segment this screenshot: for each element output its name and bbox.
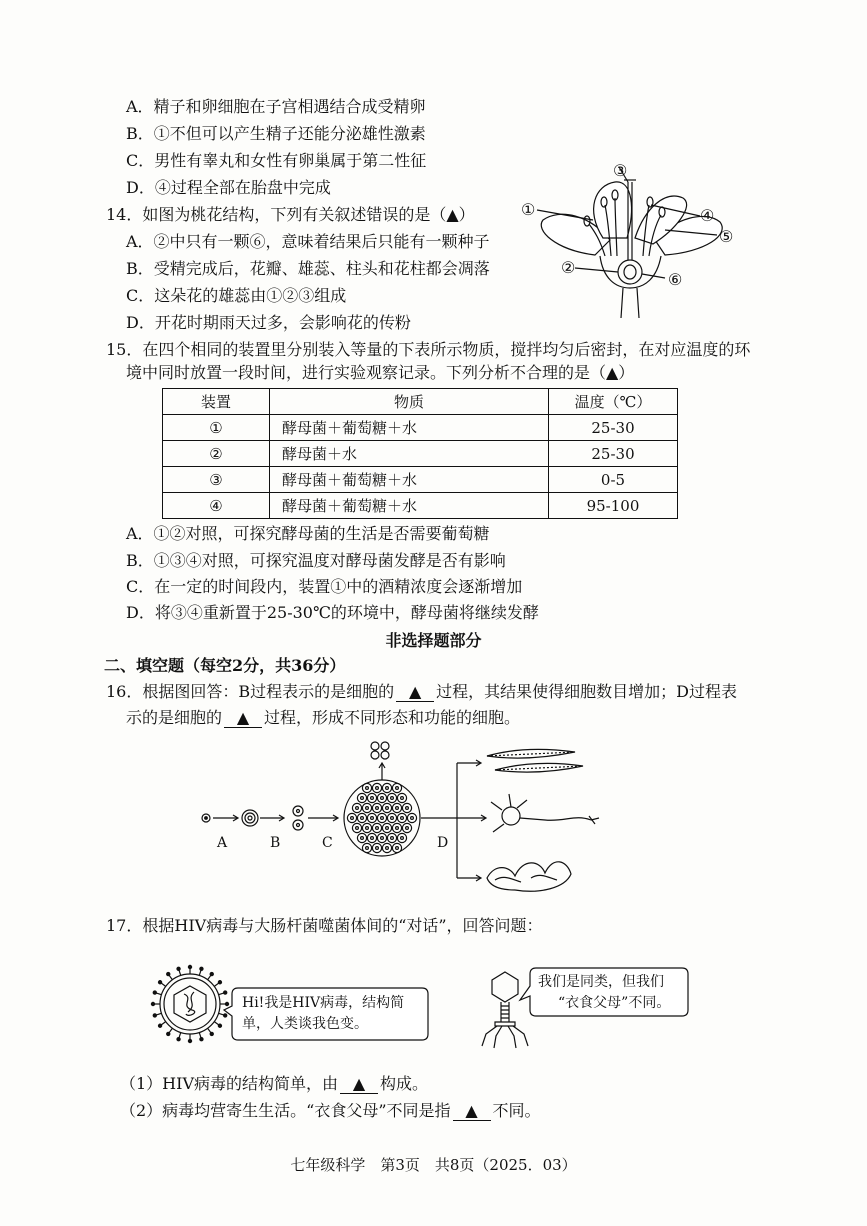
- table-row: [163, 467, 678, 493]
- q16-text: 16．根据图回答：B过程表示的是细胞的: [106, 682, 395, 701]
- q14-option-d: D．开花时期雨天过多，会影响花的传粉: [126, 313, 411, 332]
- q13-option-c: C．男性有睾丸和女性有卵巢属于第二性征: [126, 151, 427, 170]
- q16-text: 过程，形成不同形态和功能的细胞。: [264, 708, 521, 727]
- q17-text: （1）HIV病毒的结构简单，由: [120, 1074, 339, 1093]
- answer-blank[interactable]: ▲: [224, 709, 262, 728]
- q14-stem: 14．如图为桃花结构，下列有关叙述错误的是（▲）: [106, 205, 475, 224]
- flower-label-3: ③: [613, 161, 628, 180]
- hiv-dialog-line1: Hi!我是HIV病毒，结构简: [242, 995, 405, 1011]
- section-title: 非选择题部分: [385, 631, 482, 650]
- q15-stem-line2: 境中同时放置一段时间，进行实验观察记录。下列分析不合理的是（▲）: [126, 363, 635, 382]
- phage-dialog-line2: “衣食父母”不同。: [558, 995, 671, 1011]
- process-label-b: B: [270, 835, 281, 851]
- phage-dialog-line1: 我们是同类，但我们: [538, 974, 664, 990]
- table-row: [163, 415, 678, 441]
- q14-option-b: B．受精完成后，花瓣、雄蕊、柱头和花柱都会凋落: [126, 259, 490, 278]
- flower-label-4: ④: [700, 206, 715, 225]
- table-cell: 酵母菌＋葡萄糖＋水: [270, 415, 549, 441]
- flower-label-1: ①: [521, 200, 536, 219]
- q17-sub1: [120, 1073, 428, 1095]
- q17-text: 构成。: [380, 1074, 429, 1093]
- cell-division-figure: [195, 738, 605, 898]
- table-cell: ③: [163, 467, 270, 493]
- page-footer: 七年级科学 第3页 共8页（2025．03）: [290, 1156, 577, 1174]
- q14-option-c: C．这朵花的雄蕊由①②③组成: [126, 286, 347, 305]
- table-row: [163, 441, 678, 467]
- table-header: 温度（℃）: [549, 389, 678, 415]
- table-cell: 25-30: [549, 441, 678, 467]
- q15-option-c: C．在一定的时间段内，装置①中的酒精浓度会逐渐增加: [126, 577, 523, 596]
- q17-text: 不同。: [492, 1101, 541, 1120]
- table-row: [163, 493, 678, 519]
- table-cell: ①: [163, 415, 270, 441]
- table-cell: 25-30: [549, 415, 678, 441]
- q13-option-a: A．精子和卵细胞在子宫相遇结合成受精卵: [126, 97, 426, 116]
- process-label-c: C: [322, 835, 333, 851]
- table-header: 物质: [270, 389, 549, 415]
- flower-label-2: ②: [561, 258, 576, 277]
- flower-label-5: ⑤: [719, 227, 734, 246]
- table-cell: 酵母菌＋水: [270, 441, 549, 467]
- table-cell: 酵母菌＋葡萄糖＋水: [270, 493, 549, 519]
- table-cell: 酵母菌＋葡萄糖＋水: [270, 467, 549, 493]
- answer-blank[interactable]: ▲: [340, 1075, 378, 1094]
- q15-stem-line1: 15．在四个相同的装置里分别装入等量的下表所示物质，搅拌均匀后密封，在对应温度的环: [106, 340, 751, 359]
- flower-label-6: ⑥: [668, 270, 683, 289]
- peach-flower-figure: [515, 160, 745, 320]
- table-header: 装置: [163, 389, 270, 415]
- q16-line2: [126, 707, 520, 729]
- table-cell: 0-5: [549, 467, 678, 493]
- q13-option-b: B．①不但可以产生精子还能分泌雄性激素: [126, 124, 426, 143]
- table-cell: ④: [163, 493, 270, 519]
- part2-title: 二、填空题（每空2分，共36分）: [104, 656, 346, 675]
- process-label-a: A: [217, 835, 228, 851]
- q17-text: （2）病毒均营寄生生活。“衣食父母”不同是指: [120, 1101, 451, 1120]
- q15-option-a: A．①②对照，可探究酵母菌的生活是否需要葡萄糖: [126, 524, 490, 543]
- q16-text: 过程，其结果使得细胞数目增加；D过程表: [436, 682, 737, 701]
- hiv-dialog-line2: 单，人类谈我色变。: [242, 1016, 368, 1032]
- q14-option-a: A．②中只有一颗⑥，意味着结果后只能有一颗种子: [126, 232, 490, 251]
- q17-stem: 17．根据HIV病毒与大肠杆菌噬菌体间的“对话”，回答问题：: [106, 916, 543, 935]
- q15-option-b: B．①③④对照，可探究温度对酵母菌发酵是否有影响: [126, 551, 506, 570]
- q16-text: 示的是细胞的: [126, 708, 223, 727]
- experiment-table: [162, 388, 678, 519]
- hiv-virus-icon: [148, 962, 232, 1046]
- q13-option-d: D．④过程全部在胎盘中完成: [126, 178, 331, 197]
- answer-blank[interactable]: ▲: [396, 683, 434, 702]
- q15-option-d: D．将③④重新置于25-30℃的环境中，酵母菌将继续发酵: [126, 603, 539, 622]
- process-label-d: D: [437, 835, 449, 851]
- answer-blank[interactable]: ▲: [453, 1102, 491, 1121]
- q17-sub2: [120, 1100, 541, 1122]
- table-cell: ②: [163, 441, 270, 467]
- table-cell: 95-100: [549, 493, 678, 519]
- q16-line1: [106, 681, 737, 703]
